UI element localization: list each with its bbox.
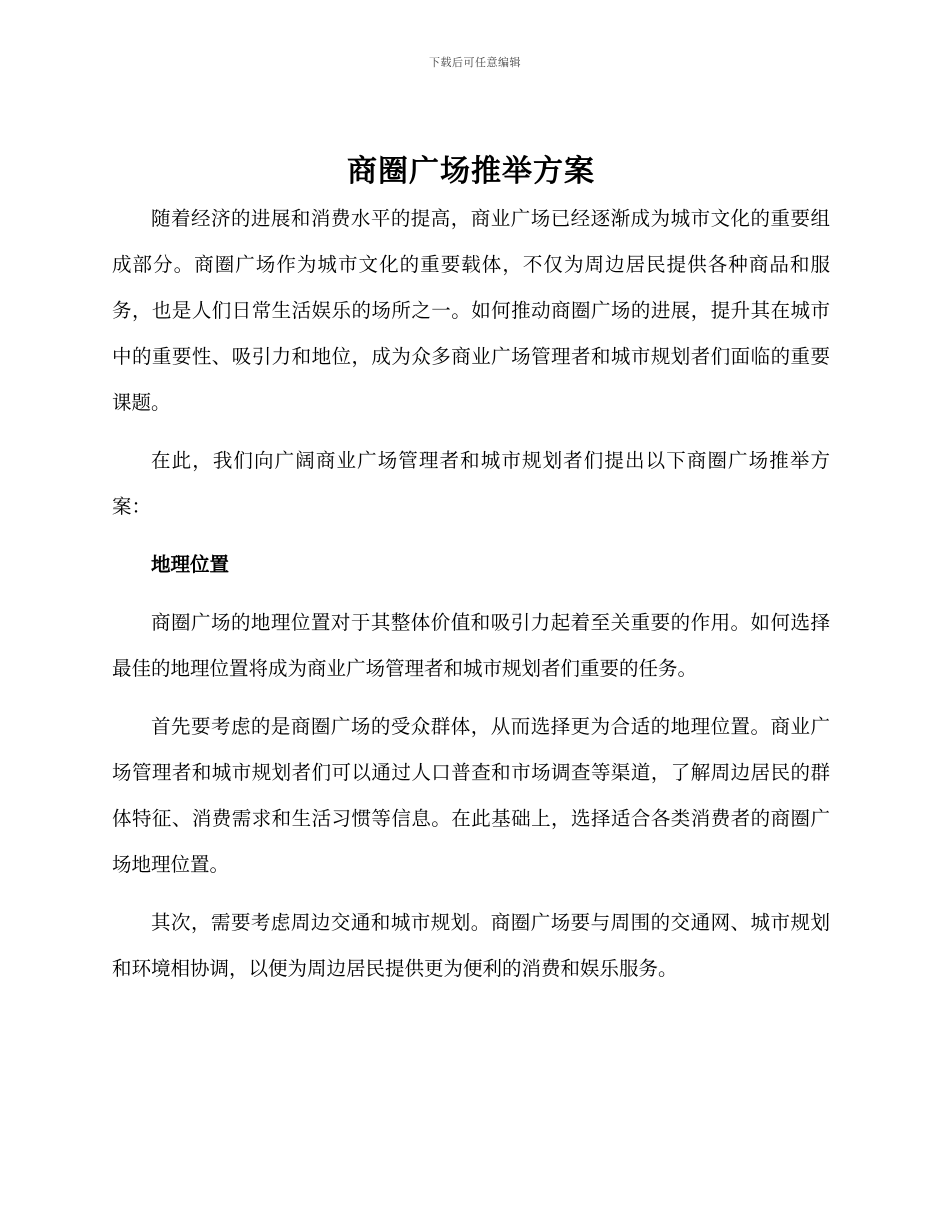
paragraph-intro: 随着经济的进展和消费水平的提高，商业广场已经逐渐成为城市文化的重要组成部分。商圈广场作为城市文化的重要载体，不仅为周边居民提供各种商品和服务，也是人们日常生活娱乐的场所之一。如何推动商圈广场的进展，提升其在城市中的重要性、吸引力和地位，成为众多商业广场管理者和城市规划者们面临的重要课题。 <box>112 207 830 414</box>
paragraph-audience: 首先要考虑的是商圈广场的受众群体，从而选择更为合适的地理位置。商业广场管理者和城市规划者们可以通过人口普查和市场调查等渠道，了解周边居民的群体特征、消费需求和生活习惯等信息。在此基础上，选择适合各类消费者的商圈广场地理位置。 <box>112 715 830 876</box>
paragraph-location-importance: 商圈广场的地理位置对于其整体价值和吸引力起着至关重要的作用。如何选择最佳的地理位置将成为商业广场管理者和城市规划者们重要的任务。 <box>112 611 830 680</box>
paragraph-transport: 其次，需要考虑周边交通和城市规划。商圈广场要与周围的交通网、城市规划和环境相协调，以便为周边居民提供更为便利的消费和娱乐服务。 <box>112 911 830 980</box>
paragraph-proposal-lead: 在此，我们向广阔商业广场管理者和城市规划者们提出以下商圈广场推举方案： <box>112 449 830 518</box>
document-title: 商圈广场推举方案 <box>347 154 595 189</box>
page-header-note: 下载后可任意编辑 <box>429 56 521 69</box>
section-heading-location: 地理位置 <box>151 553 230 576</box>
document-body <box>112 150 830 1004</box>
